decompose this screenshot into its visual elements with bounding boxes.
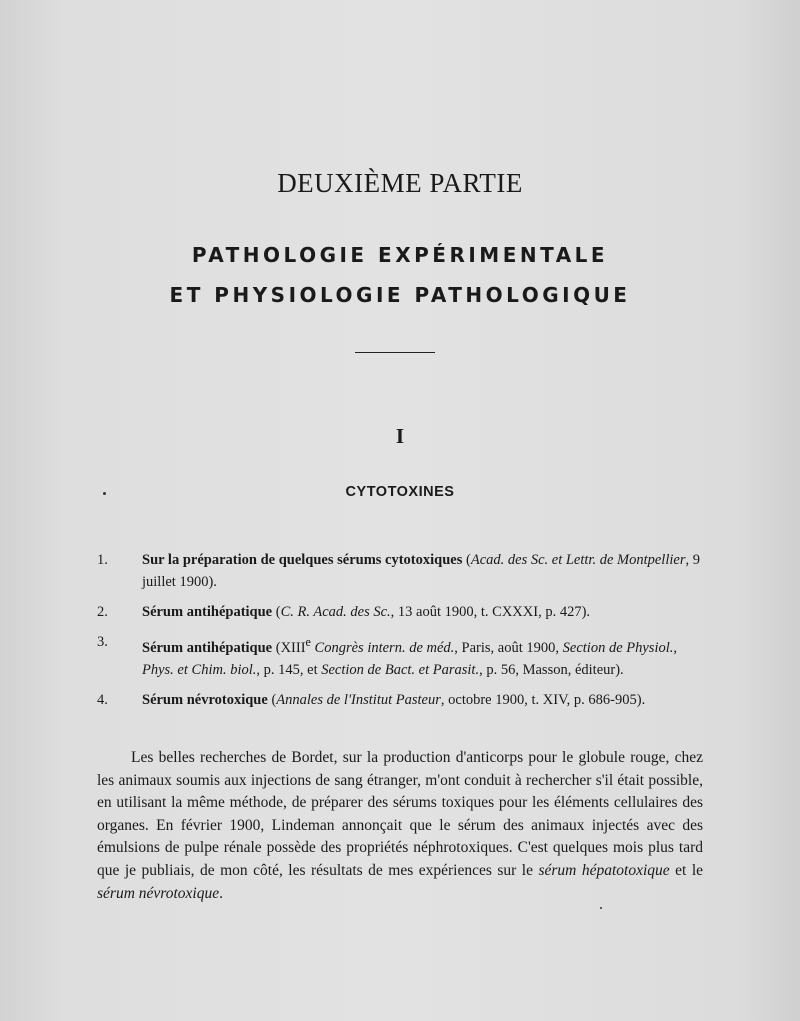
reference-item: 4. Sérum névrotoxique (Annales de l'Institut Pasteur, octobre 1900, t. XIV, p. 686-905). [97,689,703,711]
part-title: DEUXIÈME PARTIE [277,168,523,198]
chapter-number: I [395,424,405,448]
reference-number: 4. [97,691,108,708]
reference-item: 1. Sur la préparation de quelques sérums cytotoxiques (Acad. des Sc. et Lettr. de Montpellier, 9 juillet 1900). [97,549,703,593]
reference-number: 2. [97,604,108,620]
reference-source: C. R. Acad. des Sc. [280,604,391,620]
reference-title: Sérum névrotoxique [142,691,268,708]
chapter-title: CYTOTOXINES [345,484,455,500]
reference-title: Sérum antihépatique [142,639,273,656]
body-paragraph: Les belles recherches de Bordet, sur la production d'anticorps pour le globule rouge, chez les animaux soumis aux injections de sang étranger, m'ont conduit à rechercher s'il était possible, en utilisant la même méthode, de préparer des sérums toxiques pour les éléments cellulaires des organes. En février 1900, Lindeman annonçait que le sérum des animaux injectés avec des émulsions de pulpe rénale possède des propriétés néphrotoxiques. C'est quelques mois plus tard que je publiais, de mon côté, les résultats de mes expériences sur le sérum hépatotoxique et le sérum névrotoxique. [97,749,703,902]
reference-list [97,549,703,719]
reference-title: Sérum antihépatique [142,604,273,620]
reference-item: 2. Sérum antihépatique (C. R. Acad. des Sc., 13 août 1900, t. CXXXI, p. 427). [97,601,703,623]
reference-item: 3. Sérum antihépatique (XIIIe Congrès intern. de méd., Paris, août 1900, Section de Physiol., Phys. et Chim. biol., p. 145, et Section de Bact. et Parasit., p. 56, Masson, éditeur). [97,631,703,681]
reference-source: Annales de l'Institut Pasteur [276,691,441,708]
section-title-line1: PATHOLOGIE EXPÉRIMENTALE [191,243,609,267]
print-speck [103,492,106,495]
reference-number: 1. [97,552,108,568]
reference-source: Congrès intern. de méd. [310,639,455,656]
divider-rule [355,352,435,353]
reference-source: Acad. des Sc. et Lettr. de Montpellier [470,552,686,568]
print-speck [600,907,602,909]
reference-number: 3. [97,634,108,650]
section-title-line2: ET PHYSIOLOGIE PATHOLOGIQUE [169,283,631,307]
reference-title: Sur la préparation de quelques sérums cytotoxiques [142,552,463,568]
